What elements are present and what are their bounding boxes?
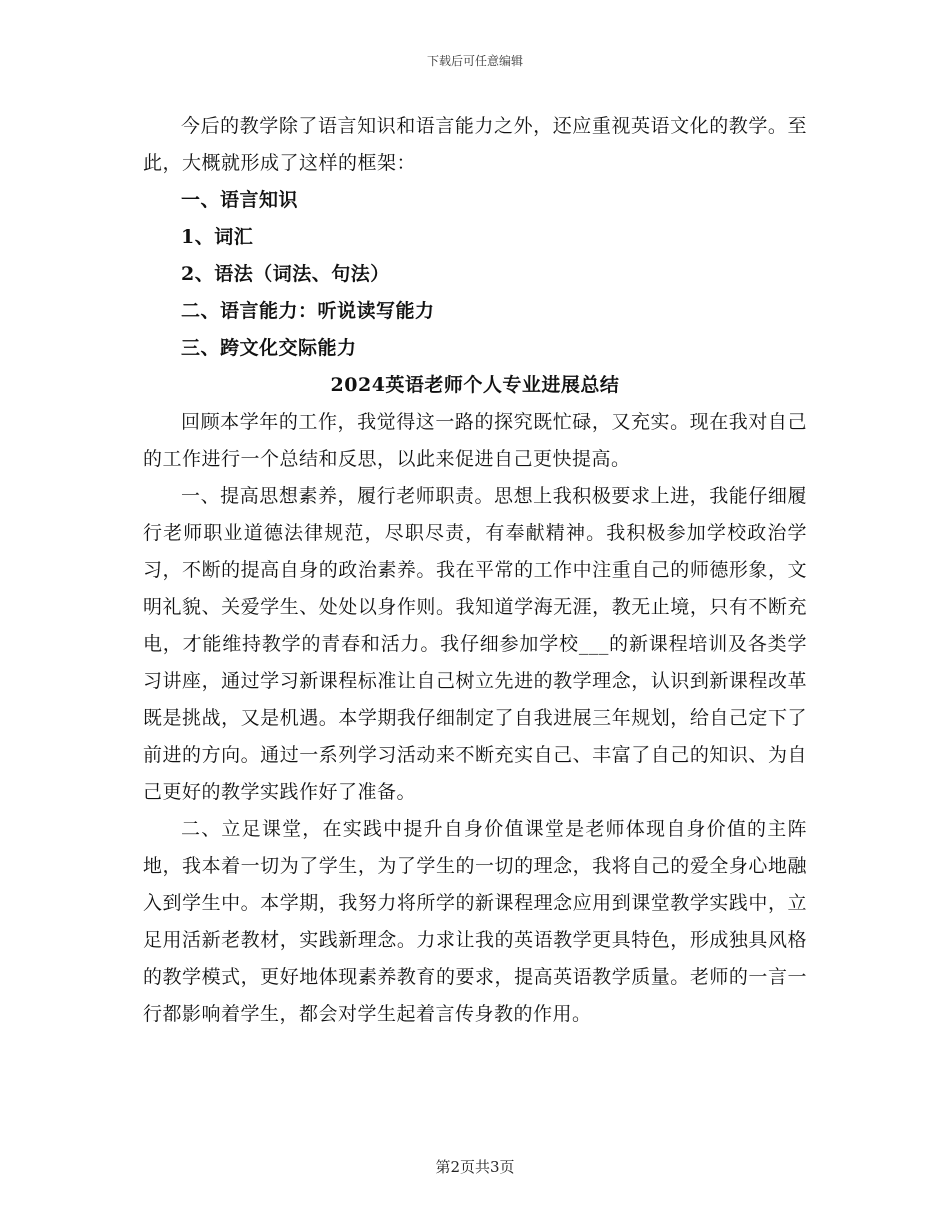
- framework-item-grammar: 2、语法（词法、句法）: [181, 263, 390, 285]
- section-title: 2024英语老师个人专业进展总结: [330, 374, 620, 396]
- section-paragraph: 回顾本学年的工作，我觉得这一路的探究既忙碌，又充实。现在我对自己的工作进行一个总结和反思，以此来促进自己更快提高。: [143, 411, 807, 470]
- framework-item-language-ability: 二、语言能力：听说读写能力: [181, 300, 435, 322]
- page-content: [143, 108, 807, 1033]
- framework-item-language-knowledge: 一、语言知识: [181, 189, 299, 211]
- framework-item-vocabulary: 1、词汇: [181, 226, 254, 248]
- intro-paragraph: 今后的教学除了语言知识和语言能力之外，还应重视英语文化的教学。至此，大概就形成了这样的框架：: [143, 115, 807, 174]
- framework-item-intercultural: 三、跨文化交际能力: [181, 337, 357, 359]
- page-footer: 第2页共3页: [435, 1158, 515, 1176]
- section-paragraph: 一、提高思想素养，履行老师职责。思想上我积极要求上进，我能仔细履行老师职业道德法律规范，尽职尽责，有奉献精神。我积极参加学校政治学习，不断的提高自身的政治素养。我在平常的工作中注重自己的师德形象，文明礼貌、关爱学生、处处以身作则。我知道学海无涯，教无止境，只有不断充电，才能维持教学的青春和活力。我仔细参加学校___的新课程培训及各类学习讲座，通过学习新课程标准让自己树立先进的教学理念，认识到新课程改革既是挑战，又是机遇。本学期我仔细制定了自我进展三年规划，给自己定下了前进的方向。通过一系列学习活动来不断充实自己、丰富了自己的知识、为自己更好的教学实践作好了准备。: [143, 485, 807, 803]
- page-header: 下载后可任意编辑: [426, 54, 523, 68]
- section-paragraph: 二、立足课堂，在实践中提升自身价值课堂是老师体现自身价值的主阵地，我本着一切为了学生，为了学生的一切的理念，我将自己的爱全身心地融入到学生中。本学期，我努力将所学的新课程理念应用到课堂教学实践中，立足用活新老教材，实践新理念。力求让我的英语教学更具特色，形成独具风格的教学模式，更好地体现素养教育的要求，提高英语教学质量。老师的一言一行都影响着学生，都会对学生起着言传身教的作用。: [143, 818, 807, 1025]
